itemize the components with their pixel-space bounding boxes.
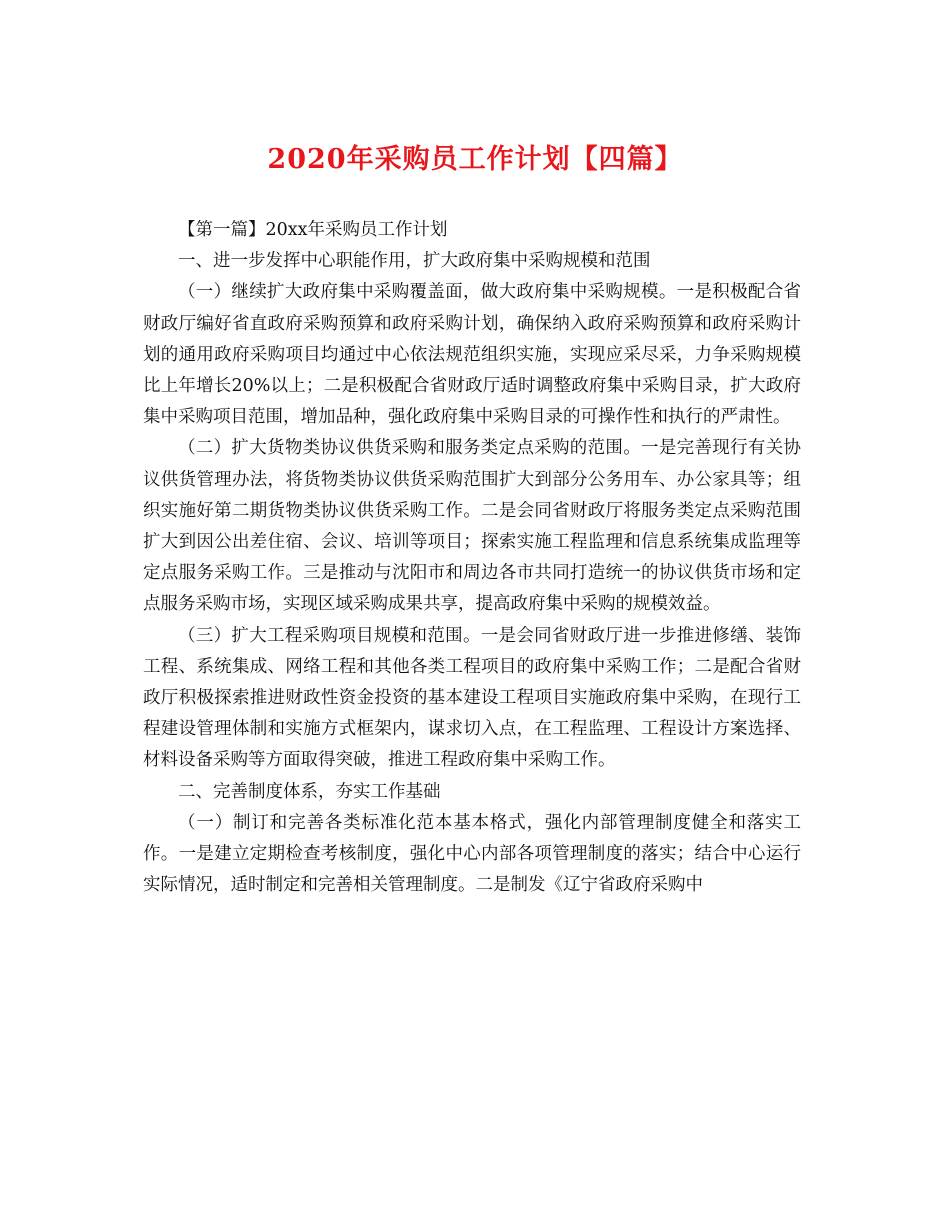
paragraph-coverage: （一）继续扩大政府集中采购覆盖面，做大政府集中采购规模。一是积极配合省财政厅编好省直政府采购预算和政府采购计划，确保纳入政府采购预算和政府采购计划的通用政府采购项目均通过中心依法规范组织实施，实现应采尽采，力争采购规模比上年增长20%以上；二是积极配合省财政厅适时调整政府集中采购目录，扩大政府集中采购项目范围，增加品种，强化政府集中采购目录的可操作性和执行的严肃性。 [143, 282, 801, 428]
heading-expand-centralized-procurement: 一、进一步发挥中心职能作用，扩大政府集中采购规模和范围 [178, 251, 651, 272]
paragraph-engineering-procurement: （三）扩大工程采购项目规模和范围。一是会同省财政厅进一步推进修缮、装饰工程、系统集成、网络工程和其他各类工程项目的政府集中采购工作；二是配合省财政厅积极探索推进财政性资金投资的基本建设工程项目实施政府集中采购，在现行工程建设管理体制和实施方式框架内，谋求切入点，在工程监理、工程设计方案选择、材料设备采购等方面取得突破，推进工程政府集中采购工作。 [143, 625, 801, 771]
heading-improve-system: 二、完善制度体系，夯实工作基础 [178, 781, 441, 802]
document-title: 2020年采购员工作计划【四篇】 [267, 144, 683, 175]
section-heading-part-one: 【第一篇】20xx年采购员工作计划 [178, 220, 448, 240]
document-body [143, 215, 801, 901]
paragraph-agreement-supply: （二）扩大货物类协议供货采购和服务类定点采购的范围。一是完善现行有关协议供货管理办法，将货物类协议供货采购范围扩大到部分公务用车、办公家具等；组织实施好第二期货物类协议供货采购工作。二是会同省财政厅将服务类定点采购范围扩大到因公出差住宿、会议、培训等项目；探索实施工程监理和信息系统集成监理等定点服务采购工作。三是推动与沈阳市和周边各市共同打造统一的协议供货市场和定点服务采购市场，实现区域采购成果共享，提高政府集中采购的规模效益。 [143, 438, 801, 615]
paragraph-standard-templates: （一）制订和完善各类标准化范本基本格式，强化内部管理制度健全和落实工作。一是建立定期检查考核制度，强化中心内部各项管理制度的落实；结合中心运行实际情况，适时制定和完善相关管理制度。二是制发《辽宁省政府采购中 [143, 812, 801, 896]
